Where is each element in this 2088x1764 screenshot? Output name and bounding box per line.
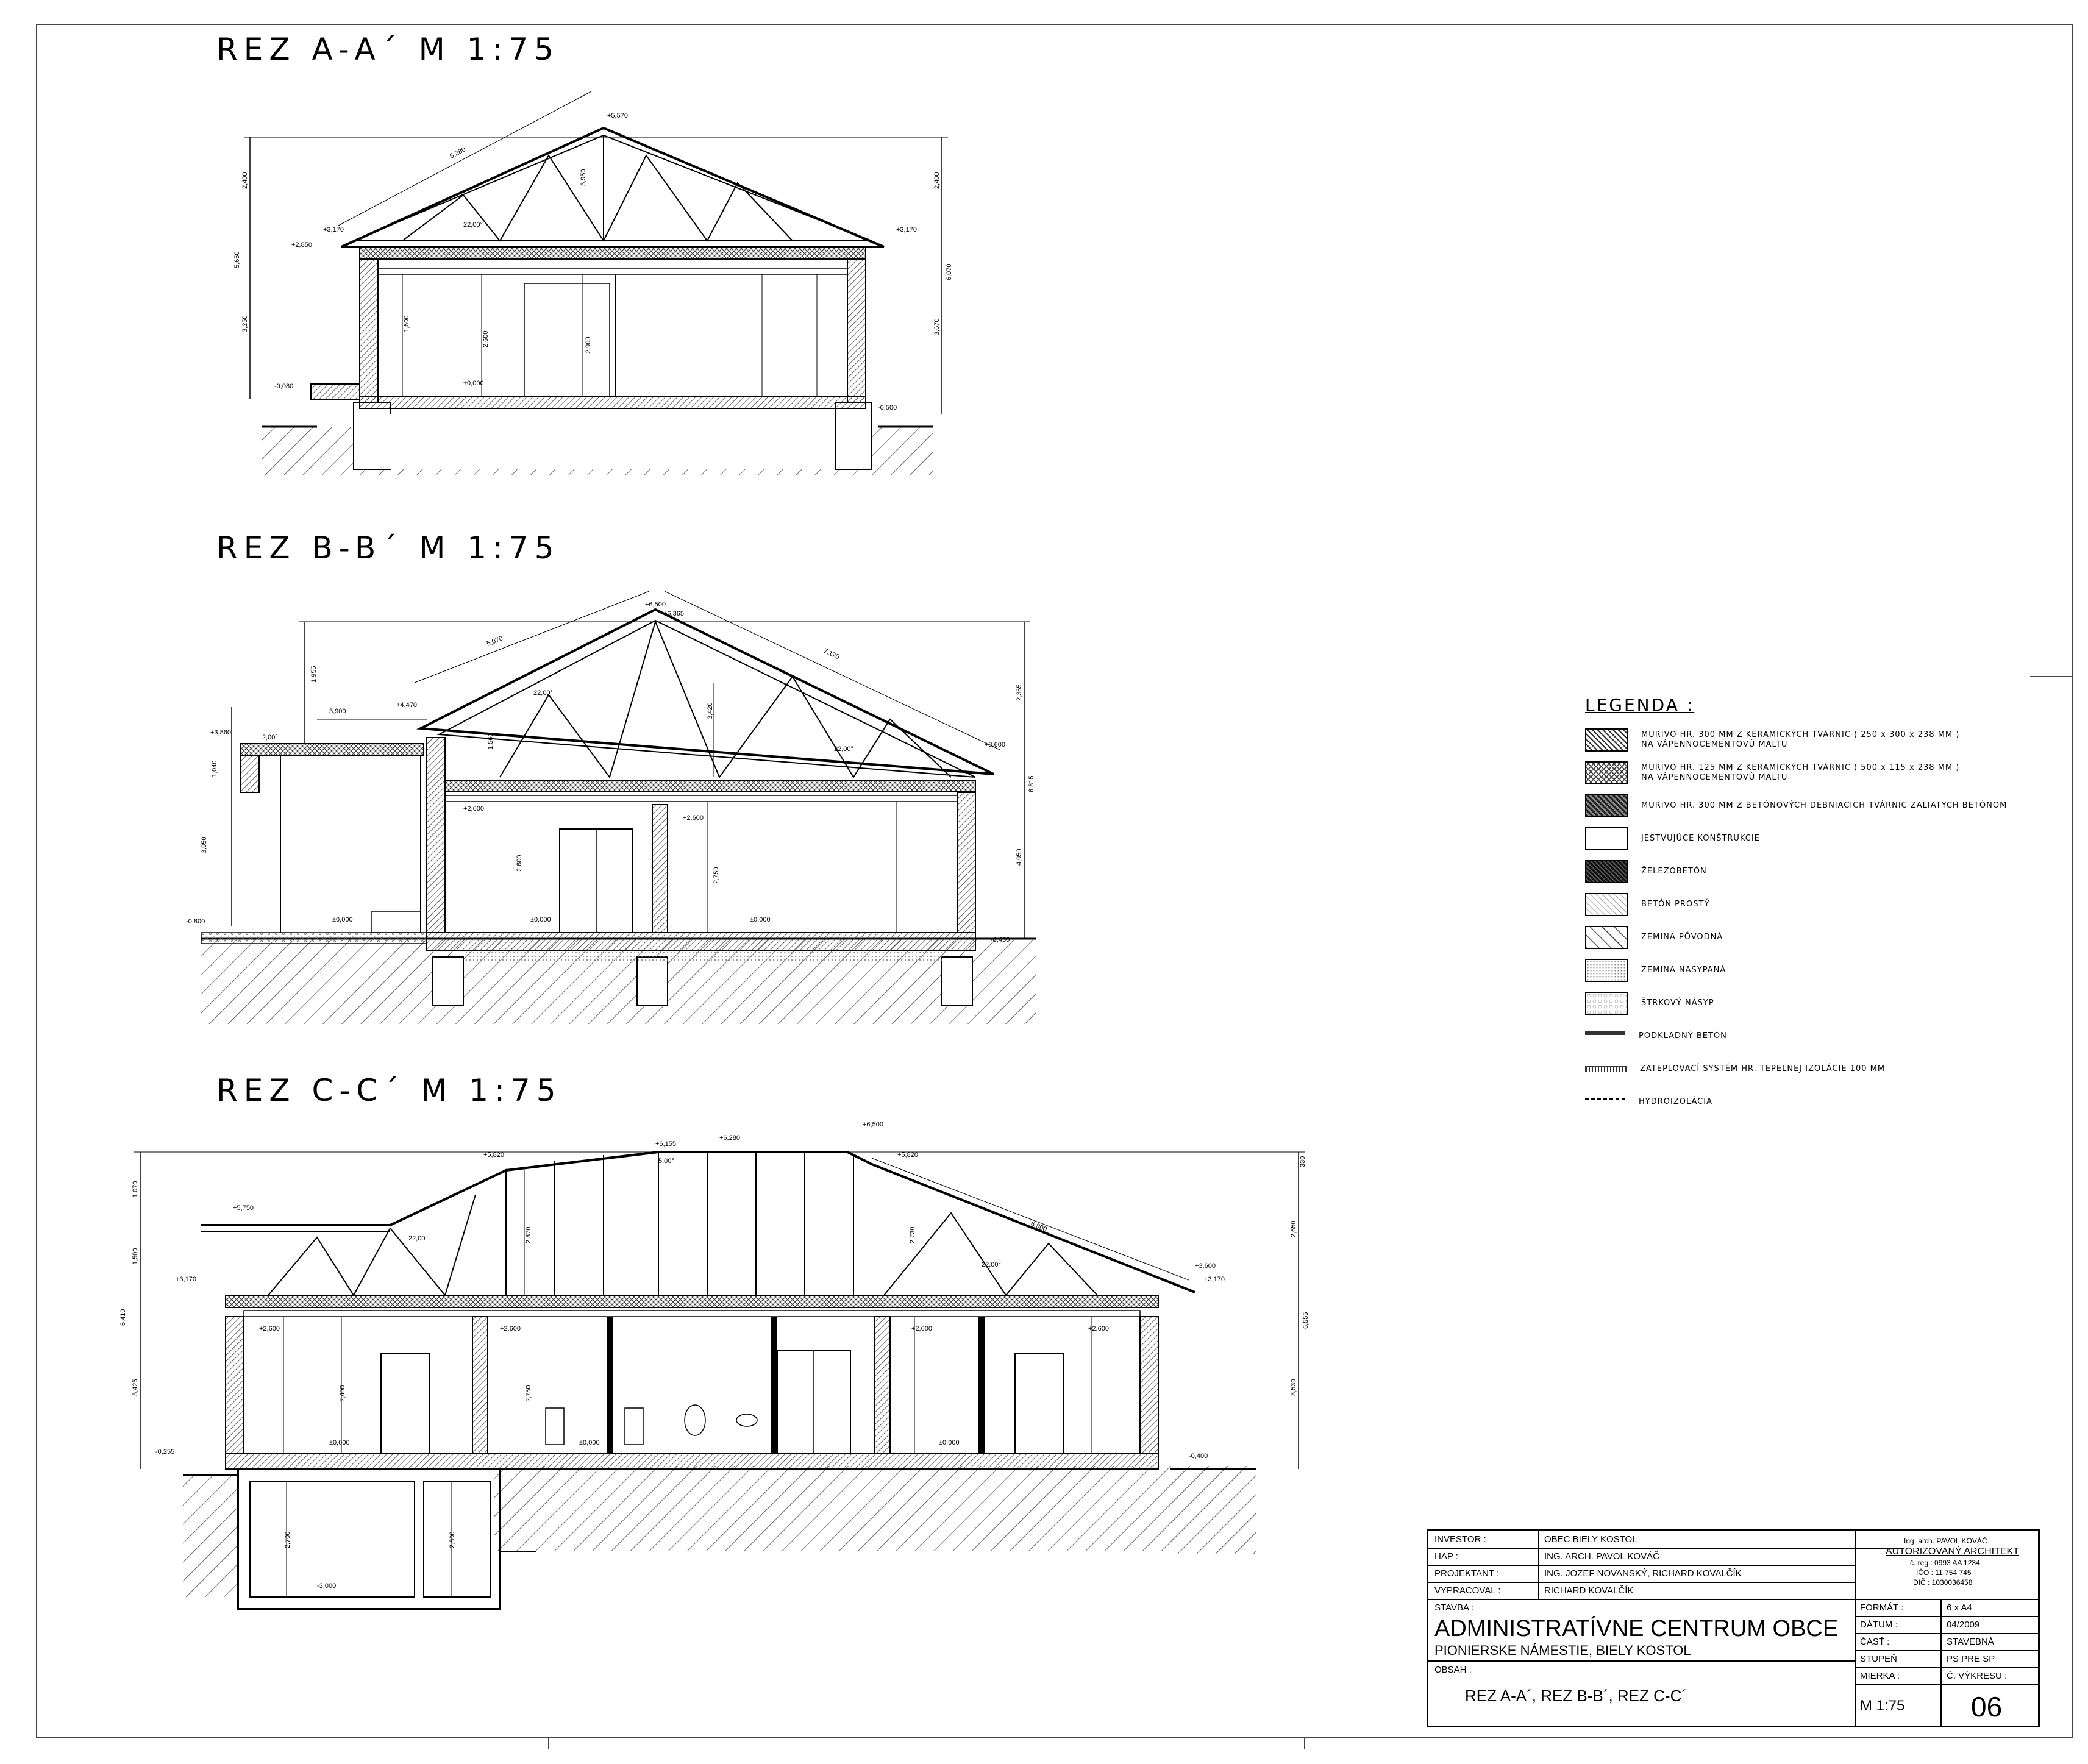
a-dim-left-1: 2,400 <box>241 172 249 189</box>
a-dim-left-2: 5,650 <box>233 251 241 268</box>
a-dim-window: 1,500 <box>403 315 410 332</box>
legend-swatch <box>1585 794 1628 817</box>
b-dim-5: 4,050 <box>1016 848 1023 866</box>
legend-title: LEGENDA : <box>1585 695 1695 715</box>
mierka-label: MIERKA : <box>1860 1671 1900 1681</box>
format-label: FORMÁT : <box>1860 1602 1904 1613</box>
stamp-reg: č. reg.: 0993 AA 1234 <box>1910 1559 1980 1567</box>
c-roof-angle-1: 22,00° <box>408 1235 428 1242</box>
b-floor-level-2: ±0,000 <box>530 916 551 923</box>
legend-label: ZATEPLOVACÍ SYSTÉM HR. TEPELNEJ IZOLÁCIE 100 MM <box>1640 1064 1886 1073</box>
b-ceiling-level-2: +2,600 <box>683 814 704 822</box>
a-ground-level-left: -0,080 <box>274 383 294 390</box>
b-dim-6: 2,750 <box>713 867 720 884</box>
legend-label: MURIVO HR. 300 MM Z BETÓNOVÝCH DEBNIACICH TVÁRNIC ZALIATYCH BETÓNOM <box>1641 801 2008 810</box>
b-dim-8: 1,560 <box>487 733 494 750</box>
b-roof-length-2: 7,170 <box>822 647 841 661</box>
c-dim-11: 2,700 <box>284 1531 291 1548</box>
mierka-value: M 1:75 <box>1860 1698 1905 1714</box>
a-roof-length: 6,280 <box>448 146 467 160</box>
cast-value: STAVEBNÁ <box>1947 1637 1994 1647</box>
legend-label: ŽELEZOBETÓN <box>1641 867 1707 876</box>
legend-swatch <box>1585 926 1628 949</box>
section-a-a <box>244 91 948 475</box>
projektant-label: PROJEKTANT : <box>1434 1568 1500 1579</box>
legend-item <box>1585 921 2048 954</box>
legend-label: MURIVO HR. 125 MM Z KERAMICKÝCH TVÁRNIC ( 500 x 115 x 238 MM ) NA VÁPENNOCEMENTOVÚ MALTU <box>1641 763 1960 782</box>
b-roof-angle-2: 22,00° <box>834 745 853 753</box>
section-c-c <box>134 1152 1305 1609</box>
b-left-mid-level: +4,470 <box>396 702 417 709</box>
legend-swatch <box>1585 893 1628 916</box>
legend-label: BETÓN PROSTÝ <box>1641 900 1710 909</box>
c-ceiling-level-4: +2,600 <box>1088 1325 1109 1332</box>
c-dim-8: 2,750 <box>525 1385 532 1402</box>
investor-label: INVESTOR : <box>1434 1534 1486 1545</box>
legend-item <box>1585 756 2048 789</box>
b-eave-right-level: +3,600 <box>985 741 1005 749</box>
hap-label: HAP : <box>1434 1551 1458 1562</box>
b-dim-7: 2,600 <box>516 855 523 872</box>
c-roof-angle-2: 22,00° <box>982 1261 1001 1268</box>
c-dim-13: 2,730 <box>909 1226 916 1243</box>
stavba-value: ADMINISTRATÍVNE CENTRUM OBCE <box>1434 1616 1839 1641</box>
c-dim-7: 3,530 <box>1290 1379 1297 1396</box>
b-dim-1: 1,955 <box>310 666 318 683</box>
c-eave-left-level: +3,170 <box>176 1276 196 1283</box>
projektant-value: ING. JOZEF NOVANSKÝ, RICHARD KOVALČÍK <box>1544 1568 1742 1579</box>
legend-label: MURIVO HR. 300 MM Z KERAMICKÝCH TVÁRNIC ( 250 x 300 x 238 MM ) NA VÁPENNOCEMENTOVÚ MALTU <box>1641 730 1960 749</box>
legend-swatch <box>1585 827 1628 850</box>
stupen-value: PS PRE SP <box>1947 1654 1995 1664</box>
datum-value: 04/2009 <box>1947 1620 1980 1630</box>
b-dim-4: 6,815 <box>1028 775 1035 792</box>
legend-swatch <box>1585 860 1628 883</box>
legend-item <box>1585 888 2048 921</box>
section-title-c: REZ C-C´ M 1:75 <box>216 1073 562 1108</box>
c-dim-3: 6,410 <box>119 1309 127 1326</box>
stamp-title: AUTORIZOVANÝ ARCHITEKT <box>1886 1546 2019 1557</box>
datum-label: DÁTUM : <box>1860 1620 1898 1630</box>
title-block <box>1427 1529 2040 1727</box>
legend-swatch <box>1585 1098 1625 1106</box>
b-ridge-level: +6,500 <box>645 601 666 608</box>
legend-item <box>1585 1020 2048 1053</box>
c-left-level: +5,820 <box>483 1151 504 1159</box>
b-ridge-level-2: +6,365 <box>663 610 684 617</box>
legend-label: ZEMINA PÔVODNÁ <box>1641 933 1723 942</box>
b-left-top-level: +3,860 <box>210 729 231 736</box>
c-ridge-level: +6,155 <box>655 1140 676 1148</box>
b-ground-right: -0,450 <box>991 936 1010 944</box>
obsah-label: OBSAH : <box>1434 1665 1472 1675</box>
b-roof-angle-1: 22,00° <box>533 689 553 697</box>
b-dim-3: 3,950 <box>201 836 208 853</box>
stamp-name: Ing. arch. PAVOL KOVÁČ <box>1904 1537 1987 1545</box>
c-dim-14: 330 <box>1299 1156 1306 1167</box>
c-basement-level: -3,000 <box>317 1582 337 1590</box>
a-dim-truss: 3,950 <box>580 169 587 186</box>
legend-label: JESTVUJÚCE KONŠTRUKCIE <box>1641 834 1760 843</box>
b-ground-left: -0,800 <box>186 918 205 925</box>
legend-item <box>1585 789 2048 822</box>
b-roof-length-1: 5,070 <box>485 635 504 648</box>
c-ceiling-level-2: +2,600 <box>500 1325 521 1332</box>
c-roof-angle-3: 5,00° <box>658 1158 674 1165</box>
c-dim-12: 2,870 <box>525 1226 532 1243</box>
legend-swatch <box>1585 959 1628 982</box>
b-dim-10: 1,040 <box>211 760 218 777</box>
stavba-subtitle: PIONIERSKE NÁMESTIE, BIELY KOSTOL <box>1434 1643 1691 1658</box>
vypracoval-value: RICHARD KOVALČÍK <box>1544 1585 1634 1596</box>
c-roof-length: 6,800 <box>1029 1220 1048 1234</box>
a-dim-room: 2,600 <box>482 330 490 347</box>
c-dim-10: 2,600 <box>449 1531 456 1548</box>
c-left-low-level: +5,750 <box>233 1204 254 1212</box>
legend-label: HYDROIZOLÁCIA <box>1639 1097 1712 1106</box>
b-dim-9: 3,420 <box>707 702 714 719</box>
c-floor-level-2: ±0,000 <box>579 1439 600 1446</box>
c-floor-level-1: ±0,000 <box>329 1439 350 1446</box>
vykres-label: Č. VÝKRESU : <box>1947 1671 2008 1681</box>
c-eave-right-level-2: +3,600 <box>1195 1262 1216 1270</box>
c-ceiling-level-1: +2,600 <box>259 1325 280 1332</box>
cast-label: ČASŤ : <box>1860 1637 1890 1647</box>
c-peak-level: +6,500 <box>863 1121 883 1128</box>
a-dim-left-3: 3,250 <box>241 315 249 332</box>
legend-label: ŠTRKOVÝ NÁSYP <box>1641 998 1714 1008</box>
section-b-b <box>201 591 1036 1024</box>
obsah-value: REZ A-A´, REZ B-B´, REZ C-C´ <box>1465 1687 1687 1705</box>
legend-item <box>1585 954 2048 987</box>
legend-swatch <box>1585 1066 1627 1072</box>
legend-swatch <box>1585 1031 1625 1041</box>
a-dim-right-1: 2,400 <box>933 172 941 189</box>
legend-item <box>1585 1053 2048 1086</box>
c-dim-4: 3,425 <box>132 1379 139 1396</box>
a-dim-right-3: 3,670 <box>933 318 941 335</box>
a-dim-center: 2,900 <box>585 336 592 354</box>
c-ground-right: -0,400 <box>1189 1453 1208 1460</box>
c-dim-6: 6,555 <box>1302 1312 1309 1329</box>
format-value: 6 x A4 <box>1947 1602 1972 1613</box>
c-ridge-level-2: +6,280 <box>719 1134 740 1142</box>
c-right-level: +5,820 <box>897 1151 918 1159</box>
section-title-a: REZ A-A´ M 1:75 <box>216 32 560 67</box>
c-dim-9: 2,400 <box>339 1385 346 1402</box>
section-title-b: REZ B-B´ M 1:75 <box>216 530 560 566</box>
b-ceiling-level-1: +2,600 <box>463 805 484 813</box>
c-dim-1: 1,070 <box>132 1181 139 1198</box>
a-ground-level-right: -0,500 <box>878 404 897 411</box>
a-plinth-level: +2,850 <box>291 241 312 249</box>
c-dim-5: 2,650 <box>1290 1220 1297 1237</box>
stamp-ico: IČO : 11 754 745 <box>1916 1568 1972 1577</box>
legend-swatch <box>1585 761 1628 784</box>
legend <box>1585 695 2048 1119</box>
a-eave-level-right: +3,170 <box>896 226 917 233</box>
c-ground-left: -0,255 <box>155 1448 175 1456</box>
b-annex-angle: 2,00° <box>262 734 278 741</box>
stamp-dic: DIČ : 1030036458 <box>1913 1578 1973 1587</box>
legend-item <box>1585 822 2048 855</box>
a-ridge-level: +5,570 <box>607 112 628 119</box>
investor-value: OBEC BIELY KOSTOL <box>1544 1534 1637 1545</box>
b-floor-level-3: ±0,000 <box>750 916 771 923</box>
legend-item <box>1585 987 2048 1020</box>
a-floor-level: ±0,000 <box>463 380 484 387</box>
a-eave-level-left: +3,170 <box>323 226 344 233</box>
b-dim-2: 2,365 <box>1016 684 1023 701</box>
b-annex-width: 3,900 <box>329 708 346 715</box>
a-roof-angle: 22,00° <box>463 221 483 229</box>
hap-value: ING. ARCH. PAVOL KOVÁČ <box>1544 1551 1659 1562</box>
legend-swatch <box>1585 728 1628 752</box>
legend-item <box>1585 724 2048 756</box>
c-floor-level-3: ±0,000 <box>939 1439 960 1446</box>
stupen-label: STUPEŇ <box>1860 1654 1897 1664</box>
legend-label: ZEMINA NASYPANÁ <box>1641 966 1726 975</box>
stavba-label: STAVBA : <box>1434 1602 1474 1613</box>
b-floor-level-1: ±0,000 <box>332 916 353 923</box>
c-dim-2: 1,500 <box>132 1248 139 1265</box>
a-dim-right-2: 6,070 <box>946 263 953 280</box>
legend-swatch <box>1585 992 1628 1015</box>
legend-label: PODKLADNÝ BETÓN <box>1639 1031 1727 1040</box>
vykres-value: 06 <box>1971 1691 2003 1723</box>
c-ceiling-level-3: +2,600 <box>911 1325 932 1332</box>
vypracoval-label: VYPRACOVAL : <box>1434 1585 1501 1596</box>
c-eave-right-level: +3,170 <box>1204 1276 1225 1283</box>
legend-item <box>1585 855 2048 888</box>
legend-item <box>1585 1086 2048 1119</box>
